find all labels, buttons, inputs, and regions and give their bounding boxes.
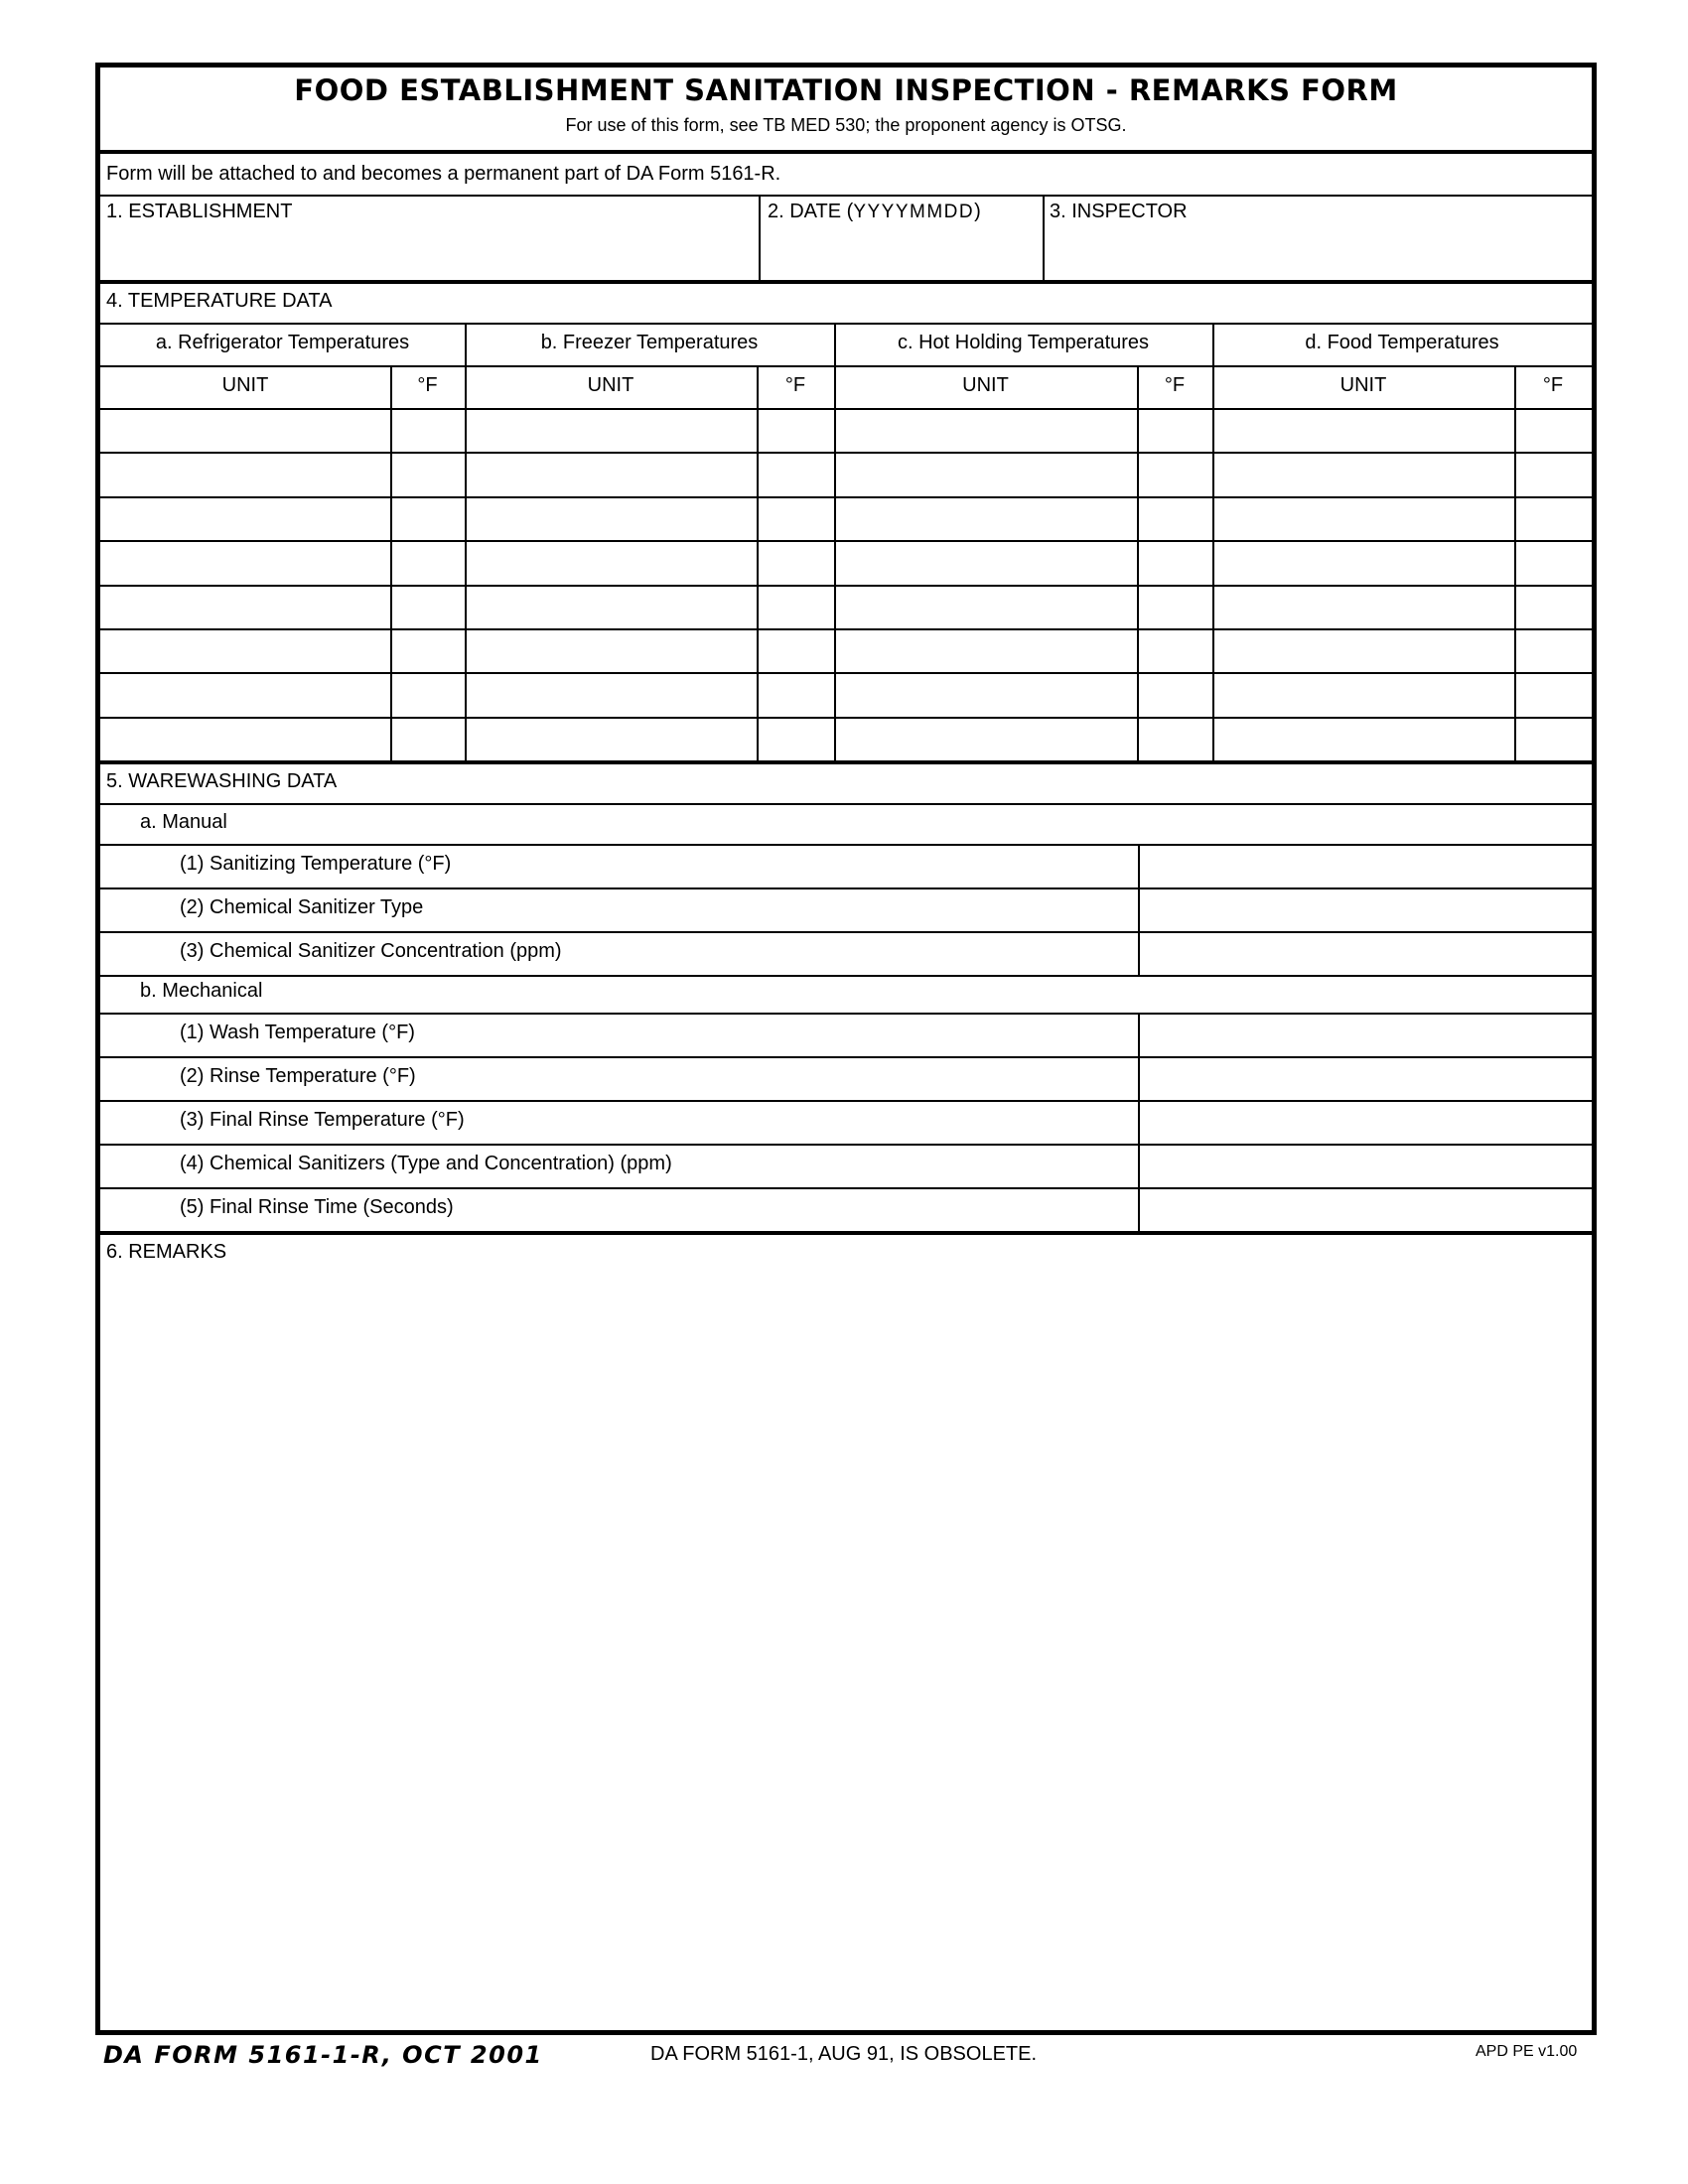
degree-entry-cell[interactable] <box>1139 542 1210 582</box>
unit-entry-cell[interactable] <box>1214 674 1512 714</box>
degree-entry-cell[interactable] <box>1516 410 1590 450</box>
degree-entry-cell[interactable] <box>392 587 463 626</box>
unit-entry-cell[interactable] <box>836 674 1135 714</box>
unit-entry-cell[interactable] <box>467 542 755 582</box>
degree-entry-cell[interactable] <box>1139 674 1210 714</box>
divider <box>100 628 1592 630</box>
divider <box>100 1231 1592 1235</box>
warewashing-value-field[interactable] <box>1140 1058 1590 1098</box>
manual-label: a. Manual <box>140 811 227 833</box>
unit-entry-cell[interactable] <box>836 719 1135 758</box>
degree-entry-cell[interactable] <box>392 498 463 538</box>
unit-entry-cell[interactable] <box>836 630 1135 670</box>
unit-entry-cell[interactable] <box>467 630 755 670</box>
divider <box>100 540 1592 542</box>
unit-column-header: UNIT <box>587 374 634 396</box>
establishment-field[interactable] <box>100 197 759 280</box>
warewashing-value-field[interactable] <box>1140 1146 1590 1185</box>
date-label-suffix: ) <box>974 201 981 222</box>
degree-entry-cell[interactable] <box>1139 454 1210 493</box>
date-field[interactable] <box>761 197 1043 280</box>
unit-entry-cell[interactable] <box>467 454 755 493</box>
warewashing-item-label: (3) Final Rinse Temperature (°F) <box>180 1109 465 1131</box>
degree-column-header: °F <box>417 374 438 396</box>
unit-entry-cell[interactable] <box>102 674 388 714</box>
warewashing-item-label: (2) Chemical Sanitizer Type <box>180 896 424 918</box>
degree-entry-cell[interactable] <box>1139 587 1210 626</box>
warewashing-item-label: (3) Chemical Sanitizer Concentration (ppm) <box>180 940 562 962</box>
unit-entry-cell[interactable] <box>467 410 755 450</box>
divider <box>100 452 1592 454</box>
version-label: APD PE v1.00 <box>1476 2043 1578 2060</box>
divider <box>100 803 1592 805</box>
divider <box>100 717 1592 719</box>
unit-entry-cell[interactable] <box>1214 498 1512 538</box>
degree-entry-cell[interactable] <box>392 674 463 714</box>
unit-column-header: UNIT <box>962 374 1009 396</box>
form-subtitle: For use of this form, see TB MED 530; the proponent agency is OTSG. <box>565 115 1127 135</box>
date-format: YYYYMMDD <box>853 202 975 222</box>
divider <box>100 365 1592 367</box>
warewashing-item-label: (1) Wash Temperature (°F) <box>180 1022 415 1043</box>
degree-entry-cell[interactable] <box>1516 719 1590 758</box>
unit-entry-cell[interactable] <box>102 630 388 670</box>
unit-entry-cell[interactable] <box>1214 630 1512 670</box>
divider <box>100 975 1592 977</box>
mechanical-label: b. Mechanical <box>140 980 263 1002</box>
warewashing-value-field[interactable] <box>1140 889 1590 929</box>
establishment-label: 1. ESTABLISHMENT <box>106 201 293 222</box>
unit-entry-cell[interactable] <box>1214 542 1512 582</box>
unit-entry-cell[interactable] <box>836 410 1135 450</box>
unit-column-header: UNIT <box>221 374 269 396</box>
divider <box>100 150 1592 154</box>
unit-entry-cell[interactable] <box>467 719 755 758</box>
unit-entry-cell[interactable] <box>1214 719 1512 758</box>
unit-entry-cell[interactable] <box>836 542 1135 582</box>
degree-entry-cell[interactable] <box>759 454 832 493</box>
remarks-label: 6. REMARKS <box>106 1241 227 1263</box>
unit-entry-cell[interactable] <box>467 674 755 714</box>
warewashing-value-field[interactable] <box>1140 1015 1590 1054</box>
unit-entry-cell[interactable] <box>467 587 755 626</box>
warewashing-item-label: (1) Sanitizing Temperature (°F) <box>180 853 452 875</box>
divider <box>100 323 1592 325</box>
warewashing-value-field[interactable] <box>1140 933 1590 973</box>
degree-entry-cell[interactable] <box>1516 587 1590 626</box>
date-label-text: 2. DATE ( <box>768 201 854 222</box>
warewashing-item-label: (4) Chemical Sanitizers (Type and Concentration) (ppm) <box>180 1153 672 1174</box>
degree-entry-cell[interactable] <box>759 630 832 670</box>
degree-entry-cell[interactable] <box>1516 630 1590 670</box>
unit-entry-cell[interactable] <box>1214 410 1512 450</box>
divider <box>100 585 1592 587</box>
degree-entry-cell[interactable] <box>392 542 463 582</box>
degree-column-header: °F <box>784 374 806 396</box>
degree-entry-cell[interactable] <box>1139 410 1210 450</box>
unit-entry-cell[interactable] <box>836 454 1135 493</box>
warewashing-item-label: (5) Final Rinse Time (Seconds) <box>180 1196 454 1218</box>
degree-column-header: °F <box>1542 374 1564 396</box>
unit-entry-cell[interactable] <box>102 542 388 582</box>
degree-entry-cell[interactable] <box>1516 498 1590 538</box>
warewashing-value-field[interactable] <box>1140 1189 1590 1229</box>
unit-entry-cell[interactable] <box>102 454 388 493</box>
unit-column-header: UNIT <box>1339 374 1387 396</box>
divider <box>100 280 1592 284</box>
unit-entry-cell[interactable] <box>102 410 388 450</box>
unit-entry-cell[interactable] <box>836 587 1135 626</box>
degree-column-header: °F <box>1164 374 1186 396</box>
divider <box>100 408 1592 410</box>
unit-entry-cell[interactable] <box>102 587 388 626</box>
inspector-label: 3. INSPECTOR <box>1050 201 1188 222</box>
degree-entry-cell[interactable] <box>392 454 463 493</box>
degree-entry-cell[interactable] <box>759 674 832 714</box>
inspector-field[interactable] <box>1045 197 1592 280</box>
temp-group-label: a. Refrigerator Temperatures <box>155 332 410 353</box>
temp-group-label: c. Hot Holding Temperatures <box>897 332 1150 353</box>
warewashing-heading: 5. WAREWASHING DATA <box>106 770 338 792</box>
unit-entry-cell[interactable] <box>1214 454 1512 493</box>
temp-group-label: d. Food Temperatures <box>1305 332 1499 353</box>
degree-entry-cell[interactable] <box>759 719 832 758</box>
degree-entry-cell[interactable] <box>392 719 463 758</box>
unit-entry-cell[interactable] <box>467 498 755 538</box>
degree-entry-cell[interactable] <box>759 498 832 538</box>
unit-entry-cell[interactable] <box>102 719 388 758</box>
degree-entry-cell[interactable] <box>1139 719 1210 758</box>
unit-entry-cell[interactable] <box>836 498 1135 538</box>
warewashing-value-field[interactable] <box>1140 1102 1590 1142</box>
divider <box>100 760 1592 764</box>
divider <box>100 496 1592 498</box>
attachment-note: Form will be attached to and becomes a permanent part of DA Form 5161-R. <box>106 163 781 185</box>
degree-entry-cell[interactable] <box>1516 542 1590 582</box>
degree-entry-cell[interactable] <box>392 410 463 450</box>
divider <box>100 672 1592 674</box>
inspection-form <box>95 63 1597 2035</box>
temp-group-label: b. Freezer Temperatures <box>540 332 759 353</box>
degree-entry-cell[interactable] <box>759 587 832 626</box>
unit-entry-cell[interactable] <box>1214 587 1512 626</box>
temperature-heading: 4. TEMPERATURE DATA <box>106 290 333 312</box>
degree-entry-cell[interactable] <box>392 630 463 670</box>
degree-entry-cell[interactable] <box>1139 498 1210 538</box>
warewashing-item-label: (2) Rinse Temperature (°F) <box>180 1065 416 1087</box>
form-title: FOOD ESTABLISHMENT SANITATION INSPECTION - REMARKS FORM <box>294 73 1398 107</box>
form-id: DA FORM 5161-1-R, OCT 2001 <box>103 2041 543 2069</box>
degree-entry-cell[interactable] <box>1516 454 1590 493</box>
degree-entry-cell[interactable] <box>1139 630 1210 670</box>
obsolete-note: DA FORM 5161-1, AUG 91, IS OBSOLETE. <box>650 2043 1038 2065</box>
warewashing-value-field[interactable] <box>1140 846 1590 886</box>
degree-entry-cell[interactable] <box>1516 674 1590 714</box>
remarks-field[interactable] <box>100 1269 1592 2028</box>
unit-entry-cell[interactable] <box>102 498 388 538</box>
degree-entry-cell[interactable] <box>759 410 832 450</box>
degree-entry-cell[interactable] <box>759 542 832 582</box>
